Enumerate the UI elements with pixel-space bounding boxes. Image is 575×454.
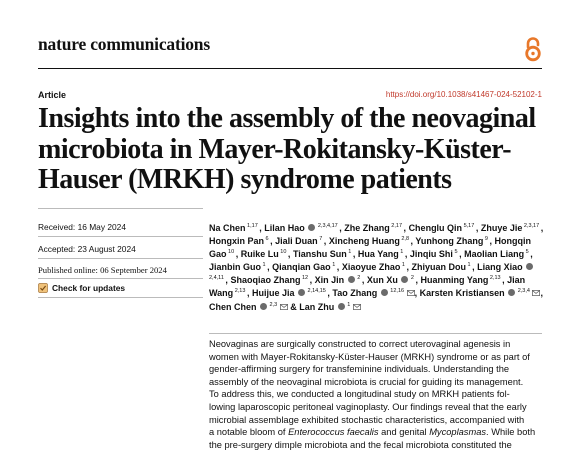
author-entry[interactable]	[329, 236, 411, 246]
author-entry[interactable]	[264, 223, 339, 233]
meta-divider	[38, 258, 203, 259]
affiliation-marker: 7	[317, 236, 324, 243]
author-name: Yunhong Zhang	[415, 236, 484, 247]
author-name: Jian Wang	[209, 275, 526, 299]
author-name: Xiaoyue Zhao	[341, 262, 401, 273]
affiliation-marker: 1	[345, 301, 352, 308]
affiliation-marker: 2,17	[389, 223, 404, 229]
author-name: Tianshu Sun	[292, 249, 347, 260]
title-line: Hauser (MRKH) syndrome patients	[38, 164, 452, 195]
meta-divider	[38, 278, 203, 279]
affiliation-marker: 1	[261, 262, 268, 269]
author-entry[interactable]	[415, 236, 489, 246]
abstract-text: To address this, we conducted a longitudinal study on MRKH patients fol-	[209, 389, 510, 400]
affiliation-marker: 2,13	[233, 288, 247, 295]
abstract-text: gender-affirming surgery for transfeminine individuals. Understanding the	[209, 364, 510, 375]
open-access-icon	[523, 36, 543, 62]
abstract-text: Neovaginas are surgically constructed to correct uterovaginal agenesis in	[209, 339, 511, 349]
journal-name[interactable]: nature communications	[38, 34, 210, 54]
abstract-line	[209, 388, 549, 401]
author-entry[interactable]	[409, 223, 476, 233]
orcid-icon[interactable]	[508, 289, 515, 296]
author-name: Chenglu Qin	[408, 223, 463, 233]
author-name: Lan Zhu	[299, 301, 335, 312]
affiliation-marker: 9	[483, 236, 490, 243]
abstract-text: assembly of the neovaginal microbiota is crucial for guiding its management.	[209, 376, 524, 387]
check-updates-icon	[38, 283, 48, 293]
author-entry[interactable]	[209, 236, 270, 246]
author-name: Maolian Liang	[464, 249, 525, 260]
affiliation-marker: 12,16	[388, 288, 406, 295]
affiliation-marker: 2,3,17	[522, 223, 541, 229]
author-name: Tao Zhang	[332, 288, 378, 299]
title-line: microbiota in Mayer-Rokitansky-Küster-	[38, 133, 512, 165]
author-name: Zhiyuan Dou	[411, 262, 466, 273]
author-entry[interactable]	[344, 223, 403, 233]
author-name: Karsten Kristiansen	[419, 288, 505, 299]
abstract-line	[209, 426, 549, 439]
author-name: Na Chen	[209, 223, 246, 233]
abstract-line	[209, 351, 549, 364]
affiliation-marker: 1	[465, 262, 473, 269]
affiliation-marker: 1	[346, 249, 353, 256]
author-entry[interactable]	[299, 302, 361, 312]
abstract-line	[209, 439, 549, 452]
author-name: Xincheng Huang	[328, 236, 400, 247]
author-list: Na Chen $^{1,17}$ , Lilan Hao $^{2,3,4,17}$ , Zhe Zhang $^{2,17}$ , Chenglu Qin $^{5,17}$ , Zhuye Jie $^{2,3,17}$ , Hongxin Pan $^6$ , Jiali Duan $^7$ , Xincheng Huang $^{2,8}$ , Yunhong Zhang $^9$ , Hongqin Gao $^{10}$ , Ruike Lu $^{10}$ , Tianshu Sun $^1$ , Hua Yang $^1$ , Jinqiu Shi $^5$ , Maolian Liang $^5$ , Jianbin Guo $^1$ , Qianqian Gao $^1$ , Xiaoyue Zhao $^1$ , Zhiyuan Dou $^1$ , Liang Xiao $^{2,4,11}$ , Shaoqiao Zhang $^{12}$ , Xin Jin $^2$ , Xun Xu $^2$ , Huanming Yang $^{2,13}$ , Jian Wang $^{2,13}$ , Huijue Jia $^{2,14,15}$ , Tao Zhang $^{12,16}$ , Karsten Kristiansen $^{2,3,4}$ , Chen Chen $^{2,3}$ & Lan Zhu $^1$	[209, 223, 544, 312]
title-line: Insights into the assembly of the neovaginal	[38, 103, 536, 134]
author-name: Shaoqiao Zhang	[230, 275, 301, 286]
author-entry[interactable]	[252, 288, 327, 298]
mail-icon[interactable]	[353, 304, 361, 310]
abstract	[209, 338, 549, 451]
author-name: Jiali Duan	[275, 236, 318, 247]
abstract-text: a notable bloom of	[209, 427, 289, 438]
author-name: Zhuye Jie	[480, 223, 523, 233]
author-entry[interactable]	[293, 249, 353, 259]
author-name: Chen Chen	[209, 301, 257, 312]
orcid-icon[interactable]	[298, 289, 305, 296]
affiliation-marker: 1	[330, 262, 337, 269]
author-entry[interactable]	[367, 275, 416, 285]
mail-icon[interactable]	[407, 290, 415, 296]
author-name: Xun Xu	[366, 275, 398, 286]
received-date: Received: 16 May 2024	[38, 222, 126, 232]
check-for-updates-button[interactable]	[38, 283, 203, 293]
abstract-text: lowing laparoscopic peritoneal vaginoplasty. Our findings reveal that the early	[209, 401, 527, 412]
species-name: Mycoplasmas	[429, 427, 487, 438]
author-name: Hongxin Pan	[209, 236, 265, 247]
article-type-label: Article	[38, 90, 67, 100]
affiliation-marker: 2,8	[399, 236, 411, 243]
affiliation-marker: 2,4,11	[209, 275, 226, 282]
meta-divider	[38, 297, 203, 298]
author-name: Hongqin Gao	[209, 236, 532, 260]
orcid-icon[interactable]	[338, 303, 345, 310]
accepted-date: Accepted: 23 August 2024	[38, 244, 136, 254]
abstract-text: microbial assemblage exhibited stochastic characteristics, accompanied with	[209, 414, 525, 425]
author-entry[interactable]	[209, 302, 288, 312]
abstract-divider	[209, 333, 542, 334]
author-entry[interactable]	[315, 275, 362, 285]
author-name: Jinqiu Shi	[409, 249, 453, 260]
affiliation-marker: 2,3	[268, 301, 279, 308]
abstract-line	[209, 338, 549, 351]
author-name: Huijue Jia	[251, 288, 295, 299]
affiliation-marker: 2	[409, 275, 416, 282]
abstract-text: women with Mayer-Rokitansky-Küster-Hauser (MRKH) syndrome or as part of	[209, 351, 530, 362]
meta-divider	[38, 236, 203, 237]
author-name: Hua Yang	[357, 249, 399, 260]
article-title	[38, 104, 550, 196]
author-name: Ruike Lu	[240, 249, 279, 260]
abstract-line	[209, 363, 549, 376]
header-divider	[38, 68, 542, 69]
author-entry[interactable]	[410, 249, 459, 259]
orcid-icon[interactable]	[526, 263, 533, 270]
author-name: Qianqian Gao	[272, 262, 331, 273]
orcid-icon[interactable]	[401, 276, 408, 283]
author-entry[interactable]	[241, 249, 288, 259]
affiliation-marker: 1	[400, 262, 407, 269]
author-name: Xin Jin	[314, 275, 345, 286]
author-entry[interactable]	[358, 249, 405, 259]
published-date: Published online: 06 September 2024	[38, 265, 167, 275]
affiliation-marker: 5	[452, 249, 460, 256]
abstract-line	[209, 414, 549, 427]
affiliation-marker: 10	[278, 249, 288, 256]
species-name: Enterococcus faecalis	[288, 427, 379, 438]
orcid-icon[interactable]	[381, 289, 388, 296]
affiliation-marker: 1,17	[245, 223, 260, 229]
abstract-text: . While both	[486, 427, 536, 438]
affiliation-marker: 2,3,4	[516, 288, 532, 295]
author-entry[interactable]	[275, 236, 324, 246]
author-entry[interactable]	[272, 262, 337, 272]
author-name: Huanming Yang	[420, 275, 489, 286]
author-name: Lilan Hao	[264, 223, 305, 233]
affiliation-marker: 2	[355, 275, 362, 282]
author-entry[interactable]	[332, 288, 414, 298]
affiliation-marker: 12	[300, 275, 310, 282]
author-entry[interactable]	[209, 223, 259, 233]
abstract-text: and genital	[378, 427, 430, 438]
author-entry[interactable]	[420, 275, 502, 285]
doi-link[interactable]: https://doi.org/10.1038/s41467-024-52102-1	[385, 90, 542, 99]
affiliation-marker: 5	[524, 249, 531, 256]
abstract-text: the pre-surgery dimple microbiota and the fecal microbiota constituted the	[209, 439, 512, 450]
affiliation-marker: 5,17	[462, 223, 476, 229]
affiliation-marker: 6	[264, 236, 271, 243]
abstract-line	[209, 401, 549, 414]
meta-divider	[38, 208, 203, 209]
author-entry[interactable]	[209, 262, 267, 272]
affiliation-marker: 2,13	[488, 275, 503, 282]
affiliation-marker: 2,3,4,17	[316, 223, 340, 229]
affiliation-marker: 1	[398, 249, 405, 256]
author-name: Zhe Zhang	[344, 223, 390, 233]
author-entry[interactable]	[230, 275, 309, 285]
author-name: Jianbin Guo	[209, 262, 262, 273]
affiliation-marker: 10	[226, 249, 236, 256]
author-entry[interactable]	[411, 262, 472, 272]
author-entry[interactable]	[464, 249, 530, 259]
author-name: Liang Xiao	[477, 262, 523, 273]
author-entry[interactable]	[342, 262, 407, 272]
orcid-icon[interactable]	[260, 303, 267, 310]
mail-icon[interactable]	[280, 304, 288, 310]
orcid-icon[interactable]	[348, 276, 355, 283]
mail-icon[interactable]	[532, 290, 540, 296]
abstract-line	[209, 376, 549, 389]
author-entry[interactable]	[481, 223, 541, 233]
check-updates-label: Check for updates	[52, 283, 126, 293]
author-entry[interactable]	[420, 288, 541, 298]
orcid-icon[interactable]	[308, 224, 315, 231]
affiliation-marker: 2,14,15	[305, 288, 328, 295]
